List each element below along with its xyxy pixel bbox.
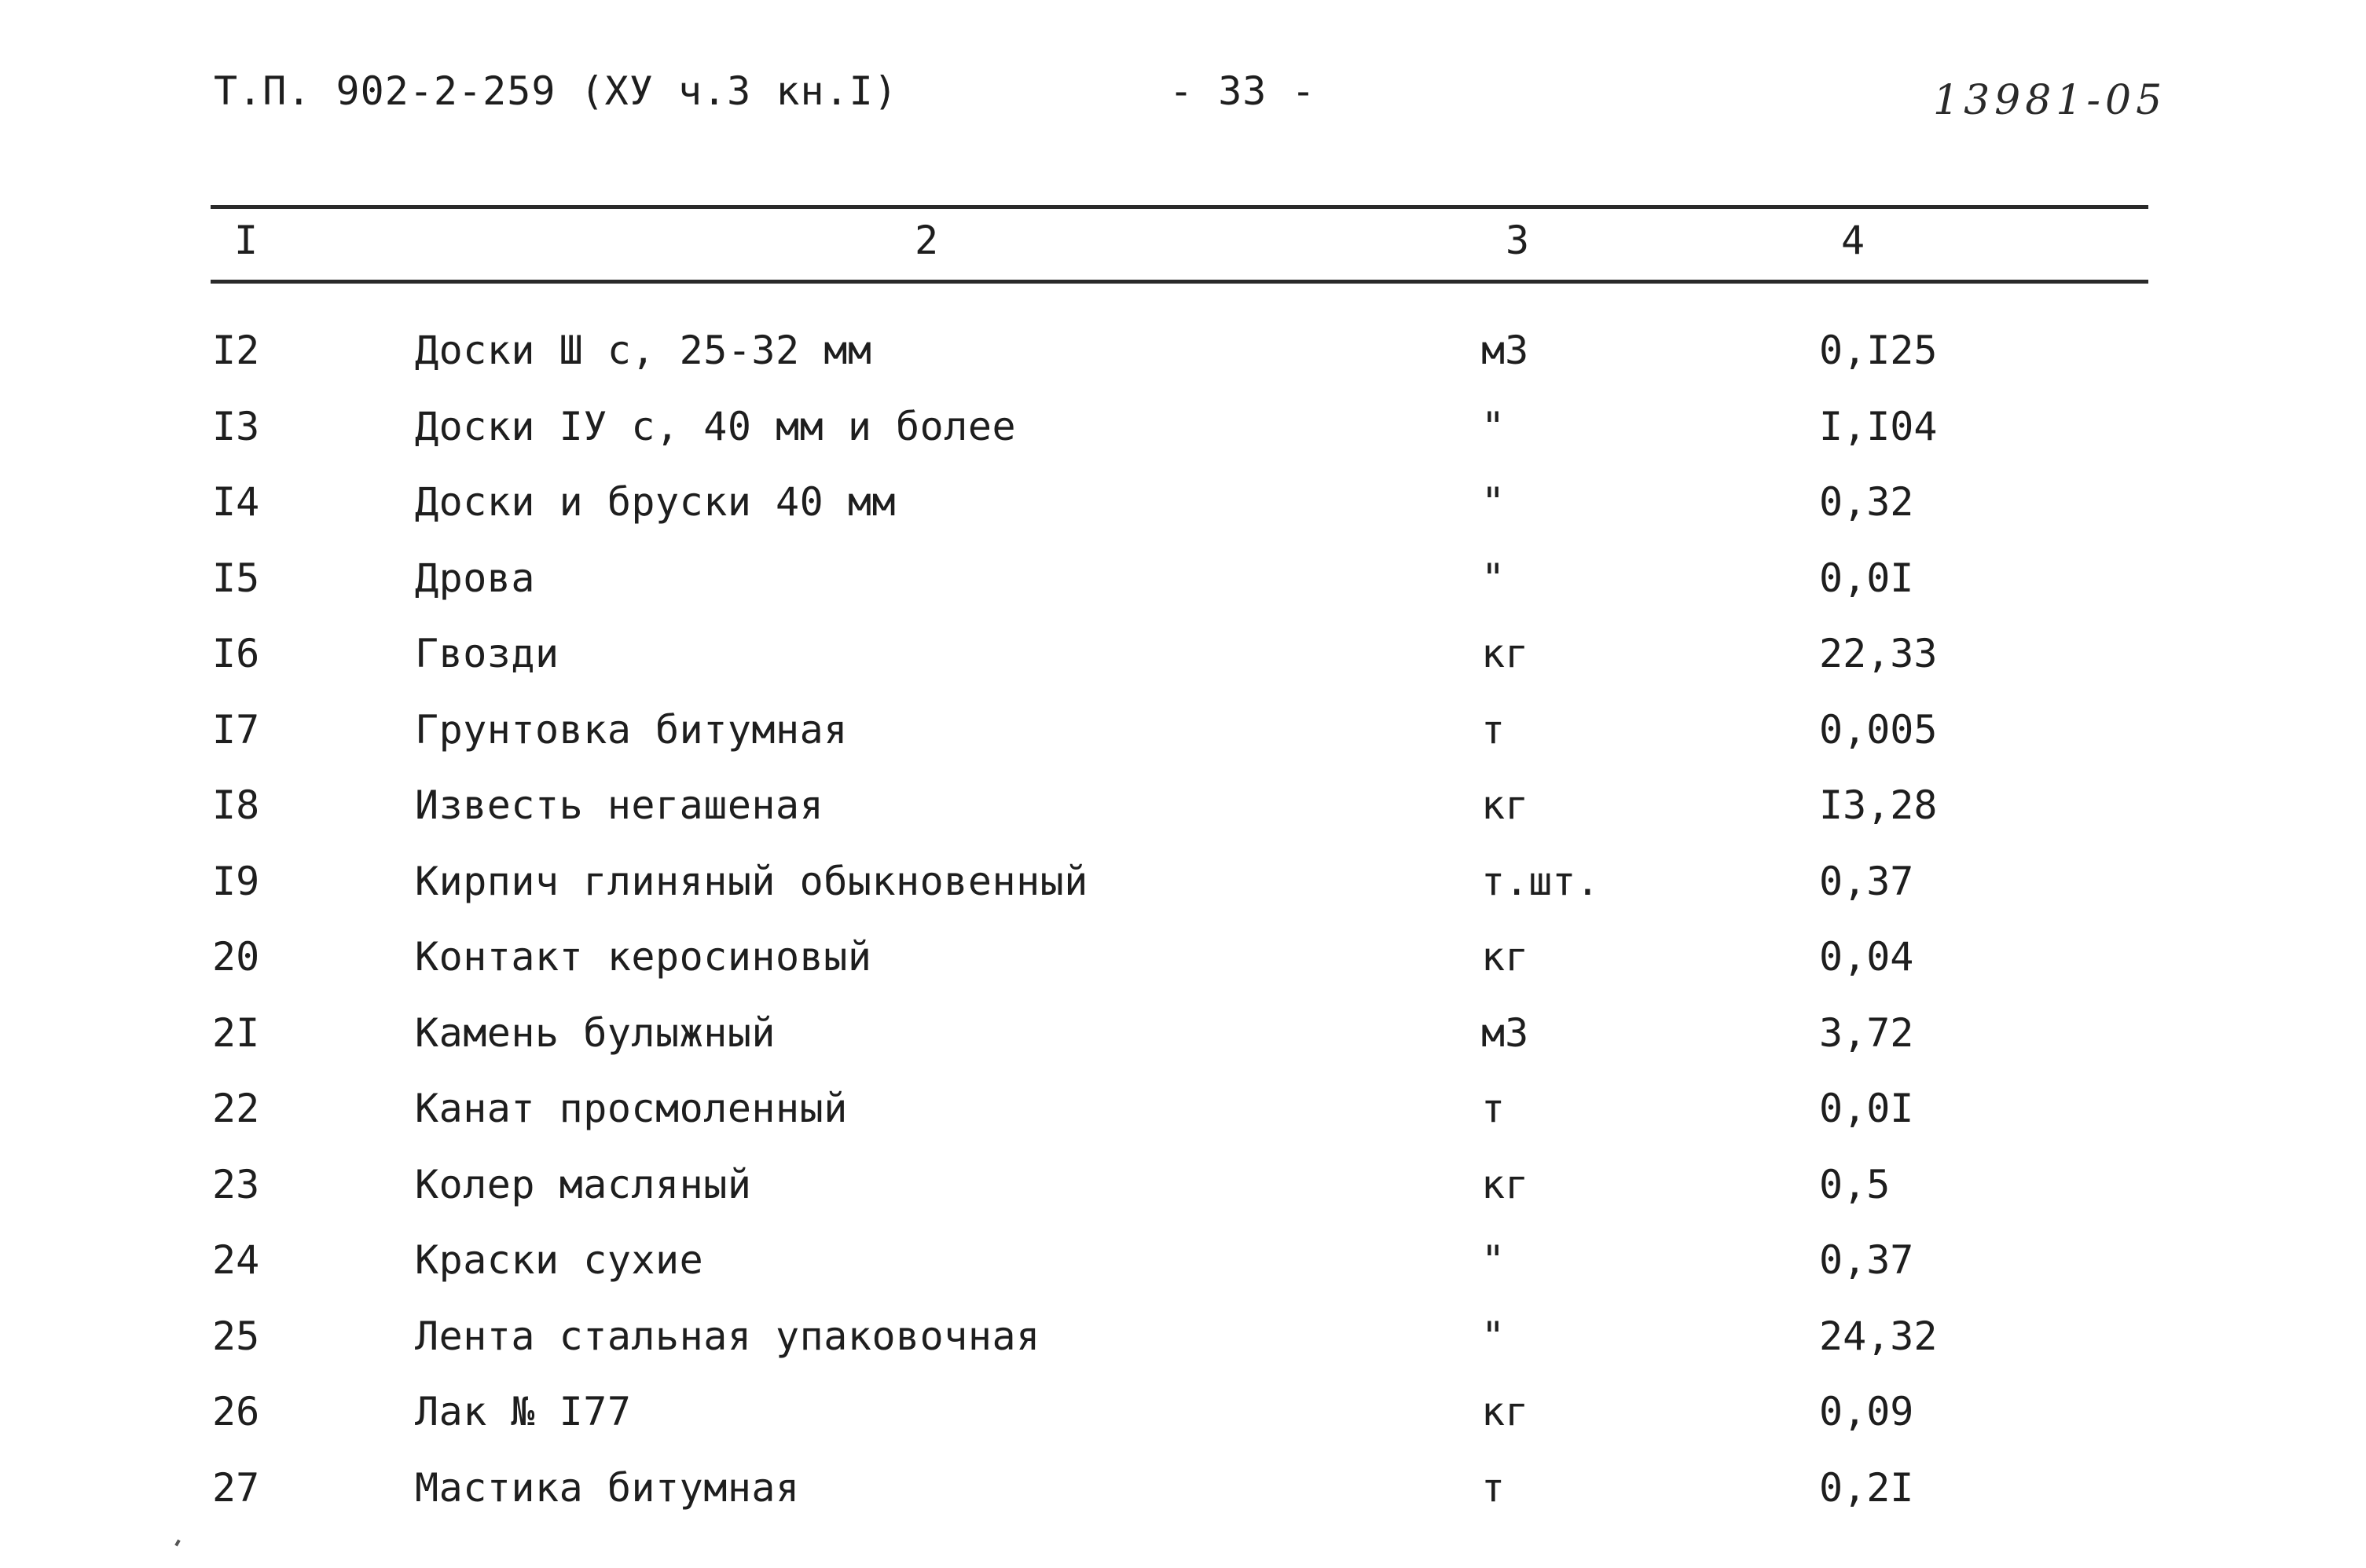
row-number: 27 <box>212 1464 260 1511</box>
table-body <box>0 327 2366 1540</box>
unit: " <box>1481 403 1506 449</box>
quantity: 0,0I <box>1819 555 1914 601</box>
row-number: I7 <box>212 706 260 753</box>
column-header-3: 3 <box>1506 218 1530 263</box>
unit: кг <box>1481 631 1529 676</box>
table-row <box>0 1388 2366 1464</box>
unit: т <box>1481 706 1506 753</box>
material-name: Доски и бруски 40 мм <box>415 479 897 525</box>
row-number: 23 <box>212 1161 260 1207</box>
material-name: Мастика битумная <box>415 1464 800 1511</box>
unit: " <box>1481 555 1506 601</box>
quantity: 0,005 <box>1819 706 1938 753</box>
material-name: Кирпич глиняный обыкновенный <box>415 858 1088 904</box>
quantity: 0,09 <box>1819 1389 1914 1434</box>
document-code: Т.П. 902-2-259 (ХУ ч.3 кн.I) <box>214 68 898 114</box>
row-number: 25 <box>212 1313 260 1359</box>
row-number: 24 <box>212 1237 260 1283</box>
material-name: Доски Ш с, 25-32 мм <box>415 328 872 373</box>
row-number: I8 <box>212 782 260 828</box>
material-name: Колер масляный <box>415 1161 752 1207</box>
page-number: - 33 - <box>1169 68 1316 114</box>
handwritten-inventory-number: 13981-05 <box>1933 77 2167 124</box>
unit: м3 <box>1481 328 1529 373</box>
quantity: 0,2I <box>1819 1464 1914 1511</box>
material-name: Канат просмоленный <box>415 1086 848 1131</box>
unit: м3 <box>1481 1009 1529 1056</box>
material-name: Доски IУ с, 40 мм и более <box>415 403 1017 449</box>
table-row <box>0 858 2366 934</box>
row-number: 2I <box>212 1009 260 1056</box>
table-row <box>0 1085 2366 1161</box>
unit: " <box>1481 1313 1506 1359</box>
column-header-1: I <box>234 218 259 263</box>
material-name: Грунтовка битумная <box>415 706 848 753</box>
table-row <box>0 1313 2366 1389</box>
row-number: I6 <box>212 631 260 676</box>
quantity: 0,37 <box>1819 858 1914 904</box>
column-header-2: 2 <box>915 218 939 263</box>
quantity: 24,32 <box>1819 1313 1938 1359</box>
quantity: I,I04 <box>1819 403 1938 449</box>
material-name: Лак № I77 <box>415 1389 632 1434</box>
column-header-4: 4 <box>1841 218 1865 263</box>
material-name: Гвозди <box>415 631 559 676</box>
material-name: Камень булыжный <box>415 1009 776 1056</box>
table-top-rule <box>211 205 2148 209</box>
quantity: 0,04 <box>1819 934 1914 980</box>
unit: " <box>1481 1237 1506 1283</box>
table-row <box>0 706 2366 782</box>
unit: т.шт. <box>1481 858 1600 904</box>
quantity: 0,0I <box>1819 1086 1914 1131</box>
table-header-rule <box>211 280 2148 284</box>
table-row <box>0 555 2366 631</box>
material-name: Лента стальная упаковочная <box>415 1313 1040 1359</box>
scan-speck <box>174 1540 180 1547</box>
quantity: 0,I25 <box>1819 328 1938 373</box>
table-row <box>0 1009 2366 1086</box>
unit: кг <box>1481 934 1529 980</box>
row-number: 22 <box>212 1086 260 1131</box>
quantity: 22,33 <box>1819 631 1938 676</box>
quantity: 3,72 <box>1819 1009 1914 1056</box>
row-number: 20 <box>212 934 260 980</box>
unit: т <box>1481 1086 1506 1131</box>
quantity: 0,37 <box>1819 1237 1914 1283</box>
row-number: I3 <box>212 403 260 449</box>
unit: кг <box>1481 782 1529 828</box>
row-number: I5 <box>212 555 260 601</box>
row-number: I9 <box>212 858 260 904</box>
table-row <box>0 403 2366 479</box>
quantity: I3,28 <box>1819 782 1938 828</box>
row-number: I4 <box>212 479 260 525</box>
row-number: I2 <box>212 328 260 373</box>
unit: т <box>1481 1464 1506 1511</box>
table-row <box>0 1236 2366 1313</box>
quantity: 0,5 <box>1819 1161 1891 1207</box>
table-row <box>0 1161 2366 1237</box>
material-name: Дрова <box>415 555 536 601</box>
material-name: Контакт керосиновый <box>415 934 872 980</box>
table-row <box>0 327 2366 403</box>
quantity: 0,32 <box>1819 479 1914 525</box>
table-row <box>0 933 2366 1009</box>
unit: кг <box>1481 1389 1529 1434</box>
material-name: Краски сухие <box>415 1237 704 1283</box>
unit: " <box>1481 479 1506 525</box>
table-row <box>0 782 2366 858</box>
table-row <box>0 478 2366 555</box>
table-row <box>0 630 2366 706</box>
unit: кг <box>1481 1161 1529 1207</box>
material-name: Известь негашеная <box>415 782 824 828</box>
table-row <box>0 1464 2366 1541</box>
row-number: 26 <box>212 1389 260 1434</box>
